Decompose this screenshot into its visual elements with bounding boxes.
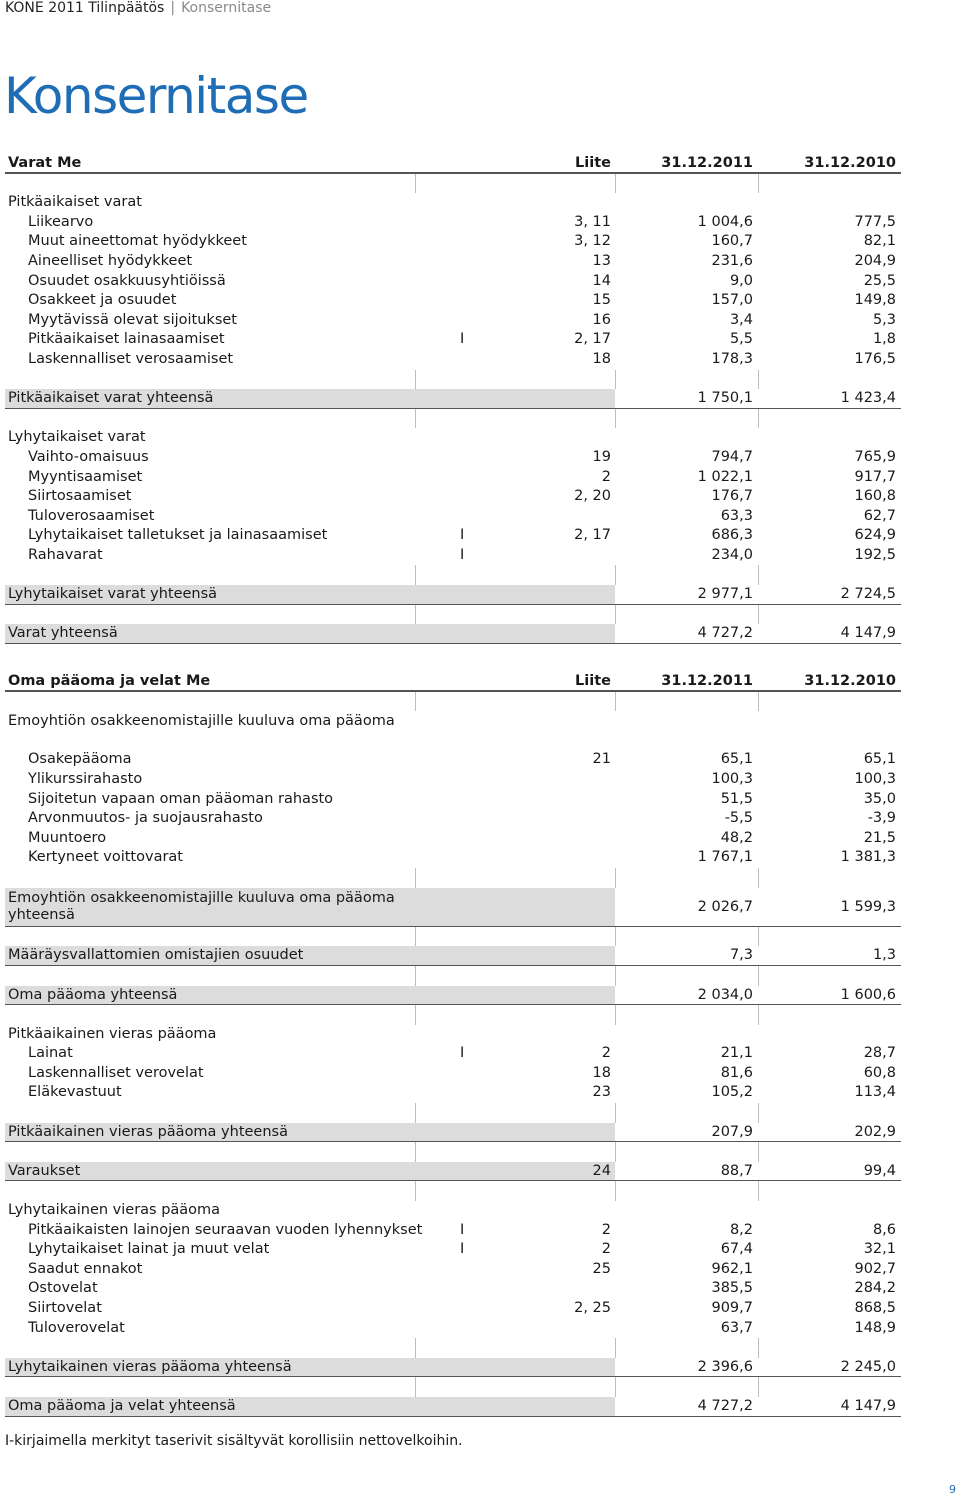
total-2011: 4 727,2 [697, 1397, 753, 1414]
spacer-row [5, 927, 901, 947]
value-2011: 105,2 [711, 1084, 753, 1101]
value-2010: 624,9 [854, 527, 896, 544]
value-2010: 765,9 [854, 448, 896, 465]
row-label: Siirtosaamiset [28, 488, 132, 505]
header-year-2010: 31.12.2010 [804, 155, 896, 171]
table-row [5, 468, 901, 488]
value-2010: 1 381,3 [840, 849, 896, 866]
total-2010: 1 423,4 [840, 390, 896, 407]
value-2011: 178,3 [711, 350, 753, 367]
row-label: Lainat [28, 1045, 73, 1062]
row-label: Rahavarat [28, 546, 103, 563]
note-ref: 18 [592, 1064, 611, 1081]
total-2011: 2 977,1 [697, 586, 753, 603]
value-2011: 1 767,1 [697, 849, 753, 866]
total-2010: 4 147,9 [840, 1397, 896, 1414]
header-note: Liite [575, 155, 611, 171]
value-2011: 157,0 [711, 292, 753, 309]
row-label: Vaihto-omaisuus [28, 448, 149, 465]
note-ref: 19 [592, 448, 611, 465]
total-label: Oma pääoma yhteensä [8, 986, 178, 1003]
section-label: Emoyhtiön osakkeenomistajille kuuluva oma pääoma [8, 713, 395, 730]
row-label: Ylikurssirahasto [28, 770, 143, 787]
header-year-2010: 31.12.2010 [804, 673, 896, 689]
debt-marker: I [460, 1221, 465, 1238]
table-row [5, 546, 901, 566]
row-label: Pitkäaikaiset lainasaamiset [28, 331, 225, 348]
value-2011: 1 004,6 [697, 213, 753, 230]
page-title: Konsernitase [4, 67, 308, 125]
total-label: Lyhytaikainen vieras pääoma yhteensä [8, 1358, 292, 1375]
total-label: Oma pääoma ja velat yhteensä [8, 1397, 236, 1414]
section-label: Lyhytaikaiset varat [8, 429, 146, 446]
note-ref: 2, 17 [574, 527, 611, 544]
note-ref: 3, 11 [574, 213, 611, 230]
value-2010: 176,5 [854, 350, 896, 367]
table-row [5, 272, 901, 292]
debt-marker: I [460, 1241, 465, 1258]
equity-liabilities-table [5, 672, 901, 1417]
spacer-row [5, 1142, 901, 1162]
note-ref: 14 [592, 272, 611, 289]
table-row [5, 1083, 901, 1103]
table-row [5, 507, 901, 527]
value-2010: 204,9 [854, 252, 896, 269]
value-2011: 81,6 [720, 1064, 753, 1081]
table-row [5, 330, 901, 350]
table-row [5, 750, 901, 770]
spacer-row [5, 966, 901, 986]
spacer-row [5, 868, 901, 888]
value-2010: 160,8 [854, 488, 896, 505]
debt-marker: I [460, 527, 465, 544]
value-2010: 1,8 [872, 331, 896, 348]
row-label: Laskennalliset verosaamiset [28, 350, 234, 367]
total-2011: 2 034,0 [697, 986, 753, 1003]
spacer-row [5, 1181, 901, 1201]
note-ref: 2 [601, 1221, 611, 1238]
row-label: Kertyneet voittovarat [28, 849, 183, 866]
value-2010: 65,1 [863, 751, 896, 768]
value-2011: 234,0 [711, 546, 753, 563]
note-ref: 24 [592, 1162, 611, 1179]
spacer-row [5, 692, 901, 712]
table-row [5, 848, 901, 868]
value-2010: 25,5 [863, 272, 896, 289]
report-name: KONE 2011 Tilinpäätös [5, 0, 165, 16]
spacer-row [5, 174, 901, 194]
value-2010: 902,7 [854, 1260, 896, 1277]
spacer-row [5, 565, 901, 585]
value-2011: 5,5 [729, 331, 753, 348]
row-label: Muuntoero [28, 829, 107, 846]
row-label: Lyhytaikaiset talletukset ja lainasaamiset [28, 527, 328, 544]
value-2010: 60,8 [863, 1064, 896, 1081]
value-2011: 21,1 [720, 1045, 753, 1062]
header-year-2011: 31.12.2011 [661, 673, 753, 689]
table-row [5, 829, 901, 849]
value-2010: 8,6 [872, 1221, 896, 1238]
assets-table [5, 154, 901, 644]
row-label: Sijoitetun vapaan oman pääoman rahasto [28, 790, 334, 807]
note-ref: 21 [592, 751, 611, 768]
row-label: Osuudet osakkuusyhtiöissä [28, 272, 226, 289]
value-2010: -3,9 [867, 810, 896, 827]
value-2010: 82,1 [863, 233, 896, 250]
document-header [5, 0, 271, 16]
section-label: Lyhytaikainen vieras pääoma [8, 1202, 221, 1219]
header-label: Oma pääoma ja velat Me [8, 673, 211, 689]
value-2011: 231,6 [711, 252, 753, 269]
table-row [5, 1279, 901, 1299]
row-label: Tuloverosaamiset [28, 507, 155, 524]
total-2010: 202,9 [854, 1123, 896, 1140]
total-2010: 2 724,5 [840, 586, 896, 603]
table-header [5, 154, 901, 174]
total-label: Emoyhtiön osakkeenomistajille kuuluva oma pääoma yhteensä [8, 889, 395, 924]
row-label: Osakkeet ja osuudet [28, 292, 177, 309]
total-2011: 7,3 [729, 947, 753, 964]
section-heading [5, 1201, 901, 1221]
table-row [5, 1319, 901, 1339]
value-2011: 100,3 [711, 770, 753, 787]
spacer-row [5, 605, 901, 625]
total-label: Lyhytaikaiset varat yhteensä [8, 586, 218, 603]
value-2011: 794,7 [711, 448, 753, 465]
value-2011: 1 022,1 [697, 468, 753, 485]
total-2010: 1,3 [872, 947, 896, 964]
total-2011: 2 026,7 [697, 898, 753, 915]
value-2010: 21,5 [863, 829, 896, 846]
section-heading [5, 193, 901, 213]
table-row [5, 526, 901, 546]
row-label: Siirtovelat [28, 1300, 102, 1316]
value-2011: 63,7 [720, 1319, 753, 1336]
spacer-row [5, 1103, 901, 1123]
section-heading [5, 428, 901, 448]
spacer-row [5, 370, 901, 390]
table-row [5, 1240, 901, 1260]
footnote: I-kirjaimella merkityt taserivit sisältyvät korollisiin nettovelkoihin. [5, 1433, 463, 1449]
row-label: Laskennalliset verovelat [28, 1064, 204, 1081]
total-2011: 4 727,2 [697, 625, 753, 642]
value-2010: 192,5 [854, 546, 896, 563]
value-2010: 917,7 [854, 468, 896, 485]
value-2010: 148,9 [854, 1319, 896, 1336]
total-2011: 1 750,1 [697, 390, 753, 407]
note-ref: 18 [592, 350, 611, 367]
total-2010: 2 245,0 [840, 1358, 896, 1375]
value-2011: 63,3 [720, 507, 753, 524]
total-2010: 1 599,3 [840, 898, 896, 915]
value-2011: 67,4 [720, 1241, 753, 1258]
table-row [5, 1299, 901, 1319]
value-2010: 284,2 [854, 1280, 896, 1297]
value-2010: 868,5 [854, 1300, 896, 1316]
header-section: Konsernitase [181, 0, 272, 16]
total-row [5, 1123, 901, 1143]
note-ref: 2 [601, 1045, 611, 1062]
table-row [5, 213, 901, 233]
value-2011: 8,2 [729, 1221, 753, 1238]
total-row [5, 1397, 901, 1417]
total-row [5, 389, 901, 409]
table-header [5, 672, 901, 692]
row-label: Tuloverovelat [28, 1319, 125, 1336]
table-row [5, 350, 901, 370]
debt-marker: I [460, 1045, 465, 1062]
table-row [5, 232, 901, 252]
value-2011: 3,4 [729, 311, 753, 328]
value-2011: 176,7 [711, 488, 753, 505]
row-label: Pitkäaikaisten lainojen seuraavan vuoden lyhennykset [28, 1221, 423, 1238]
value-2011: 686,3 [711, 527, 753, 544]
row-label: Aineelliset hyödykkeet [28, 252, 193, 269]
note-ref: 13 [592, 252, 611, 269]
value-2011: 160,7 [711, 233, 753, 250]
total-label: Varaukset [8, 1162, 81, 1179]
note-ref: 16 [592, 311, 611, 328]
value-2011: 909,7 [711, 1300, 753, 1316]
total-2011: 207,9 [711, 1123, 753, 1140]
total-label: Varat yhteensä [8, 625, 118, 642]
header-label: Varat Me [8, 155, 82, 171]
header-note: Liite [575, 673, 611, 689]
table-row [5, 1044, 901, 1064]
value-2010: 5,3 [872, 311, 896, 328]
note-ref: 3, 12 [574, 233, 611, 250]
table-row [5, 1064, 901, 1084]
value-2011: -5,5 [724, 810, 753, 827]
table-row [5, 790, 901, 810]
spacer-row [5, 1377, 901, 1397]
section-label: Pitkäaikainen vieras pääoma [8, 1025, 217, 1042]
page-number: 9 [949, 1483, 956, 1496]
row-label: Myyntisaamiset [28, 468, 143, 485]
row-label: Eläkevastuut [28, 1084, 122, 1101]
total-row [5, 1358, 901, 1378]
total-row [5, 888, 901, 927]
value-2010: 149,8 [854, 292, 896, 309]
table-row [5, 448, 901, 468]
table-row [5, 1260, 901, 1280]
note-ref: 2, 20 [574, 488, 611, 505]
value-2011: 385,5 [711, 1280, 753, 1297]
table-row [5, 291, 901, 311]
value-2010: 113,4 [854, 1084, 896, 1101]
total-row [5, 986, 901, 1006]
row-label: Muut aineettomat hyödykkeet [28, 233, 247, 250]
debt-marker: I [460, 546, 465, 563]
row-label: Lyhytaikaiset lainat ja muut velat [28, 1241, 270, 1258]
total-label: Pitkäaikaiset varat yhteensä [8, 390, 214, 407]
section-heading [5, 1025, 901, 1045]
row-label: Liikearvo [28, 213, 94, 230]
table-row [5, 311, 901, 331]
total-2011: 88,7 [720, 1162, 753, 1179]
note-ref: 23 [592, 1084, 611, 1101]
row-label: Ostovelat [28, 1280, 98, 1297]
note-ref: 15 [592, 292, 611, 309]
value-2010: 62,7 [863, 507, 896, 524]
table-row [5, 809, 901, 829]
total-label: Määräysvallattomien omistajien osuudet [8, 947, 304, 964]
total-row [5, 585, 901, 605]
debt-marker: I [460, 331, 465, 348]
value-2011: 51,5 [720, 790, 753, 807]
row-label: Myytävissä olevat sijoitukset [28, 311, 237, 328]
note-ref: 2, 17 [574, 331, 611, 348]
total-row [5, 946, 901, 966]
header-separator: | [170, 0, 176, 16]
table-row [5, 487, 901, 507]
total-2010: 99,4 [863, 1162, 896, 1179]
value-2010: 777,5 [854, 213, 896, 230]
total-row [5, 624, 901, 644]
total-2011: 2 396,6 [697, 1358, 753, 1375]
note-ref: 25 [592, 1260, 611, 1277]
total-row [5, 1162, 901, 1182]
note-ref: 2, 25 [574, 1300, 611, 1316]
table-row [5, 1221, 901, 1241]
value-2010: 100,3 [854, 770, 896, 787]
total-2010: 1 600,6 [840, 986, 896, 1003]
row-label: Osakepääoma [28, 751, 132, 768]
value-2011: 65,1 [720, 751, 753, 768]
row-label: Arvonmuutos- ja suojausrahasto [28, 810, 263, 827]
value-2011: 962,1 [711, 1260, 753, 1277]
value-2010: 32,1 [863, 1241, 896, 1258]
spacer-row [5, 1338, 901, 1358]
spacer-row [5, 1005, 901, 1025]
table-row [5, 770, 901, 790]
note-ref: 2 [601, 468, 611, 485]
value-2010: 35,0 [863, 790, 896, 807]
table-row [5, 252, 901, 272]
total-2010: 4 147,9 [840, 625, 896, 642]
section-label: Pitkäaikaiset varat [8, 194, 142, 211]
row-label: Saadut ennakot [28, 1260, 143, 1277]
value-2011: 9,0 [729, 272, 753, 289]
header-year-2011: 31.12.2011 [661, 155, 753, 171]
value-2011: 48,2 [720, 829, 753, 846]
value-2010: 28,7 [863, 1045, 896, 1062]
total-label: Pitkäaikainen vieras pääoma yhteensä [8, 1123, 288, 1140]
note-ref: 2 [601, 1241, 611, 1258]
section-heading [5, 711, 901, 750]
spacer-row [5, 409, 901, 429]
